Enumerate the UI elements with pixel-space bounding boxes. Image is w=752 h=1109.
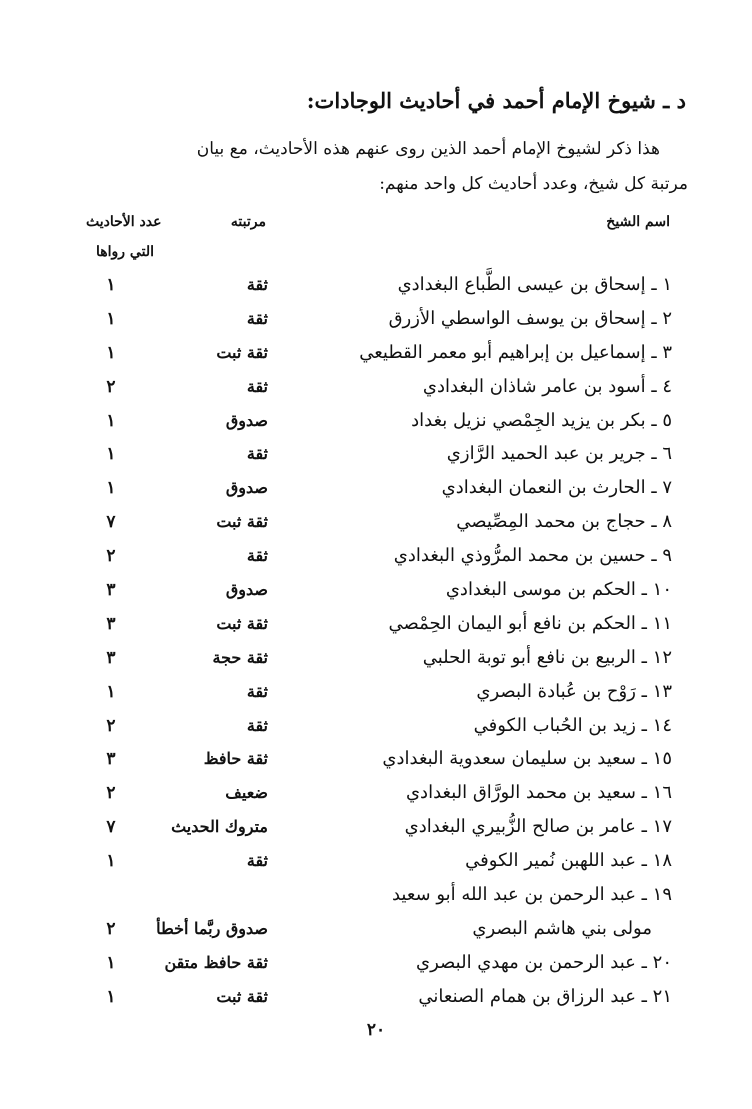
- narrator-name: ٢ ـ إسحاق بن يوسف الواسطي الأزرق: [388, 307, 672, 329]
- narrator-name: ١٩ ـ عبد الرحمن بن عبد الله أبو سعيد: [391, 884, 672, 906]
- column-header-count: عدد الأحاديث: [86, 214, 162, 230]
- hadith-count: ٢: [106, 546, 116, 567]
- hadith-count: ٧: [106, 512, 116, 533]
- narrator-name: ٧ ـ الحارث بن النعمان البغدادي: [441, 477, 672, 499]
- table-row: [0, 338, 752, 372]
- table-row: [0, 304, 752, 338]
- hadith-count: ٢: [106, 783, 116, 804]
- hadith-count: ٣: [106, 749, 116, 770]
- hadith-count: ٧: [106, 817, 116, 838]
- hadith-count: ١: [106, 308, 116, 329]
- table-row: [0, 541, 752, 575]
- page-number: ٢٠: [366, 1020, 386, 1040]
- hadith-count: ١: [106, 275, 116, 295]
- narrator-name: ١٦ ـ سعيد بن محمد الورَّاق البغدادي: [405, 782, 672, 804]
- hadith-count: ٣: [106, 613, 116, 634]
- table-row: [0, 643, 752, 677]
- hadith-count: ١: [106, 444, 116, 465]
- narrator-grade: ثقة ثبت: [216, 342, 268, 362]
- table-row: [0, 406, 752, 440]
- narrator-grade: صدوق: [225, 410, 268, 430]
- intro-paragraph: [58, 132, 688, 202]
- narrator-grade: ثقة: [246, 715, 268, 735]
- table-row: [0, 880, 752, 914]
- column-header-count-line2: التي رواها: [96, 244, 154, 260]
- narrator-grade: ثقة: [246, 681, 268, 701]
- narrator-grade: ضعيف: [225, 783, 268, 803]
- hadith-count: ١: [106, 342, 116, 363]
- narrator-name: ١٠ ـ الحكم بن موسى البغدادي: [445, 579, 672, 601]
- intro-line-1: هذا ذكر لشيوخ الإمام أحمد الذين روى عنهم هذه الأحاديث، مع بيان: [196, 139, 660, 159]
- table-row: [0, 914, 752, 948]
- table-row: [0, 744, 752, 778]
- hadith-count: ١: [106, 478, 116, 499]
- narrator-name: ١ ـ إسحاق بن عيسى الطَّباع البغدادي: [397, 274, 672, 295]
- narrator-name: ٢١ ـ عبد الرزاق بن همام الصنعاني: [418, 985, 672, 1007]
- table-row: [0, 677, 752, 711]
- hadith-count: ٣: [106, 647, 116, 668]
- column-header-name: اسم الشيخ: [606, 214, 670, 230]
- narrator-name: ١٤ ـ زيد بن الحُباب الكوفي: [473, 714, 672, 736]
- narrator-name: ٣ ـ إسماعيل بن إبراهيم أبو معمر القطيعي: [359, 341, 672, 363]
- narrator-grade: ثقة: [246, 444, 268, 464]
- narrator-grade: صدوق: [225, 478, 268, 498]
- narrator-name: ٩ ـ حسين بن محمد المرُّوذي البغدادي: [393, 545, 672, 567]
- table-row: [0, 507, 752, 541]
- hadith-count: ٣: [106, 580, 116, 601]
- narrator-name: ١١ ـ الحكم بن نافع أبو اليمان الحِمْصي: [388, 612, 672, 634]
- narrator-grade: متروك الحديث: [171, 817, 268, 837]
- narrators-table: [0, 270, 752, 1016]
- hadith-count: ١: [106, 410, 116, 431]
- narrator-name: ١٢ ـ الربيع بن نافع أبو توبة الحلبي: [422, 646, 672, 668]
- hadith-count: ٢: [106, 918, 116, 939]
- narrator-grade: صدوق: [225, 580, 268, 600]
- table-row: [0, 473, 752, 507]
- narrator-grade: ثقة ثبت: [216, 512, 268, 532]
- narrator-name: ١٣ ـ رَوْح بن عُبادة البصري: [476, 680, 672, 702]
- narrator-grade: ثقة: [246, 851, 268, 871]
- narrator-name: ٥ ـ بكر بن يزيد الجِمْصي نزيل بغداد: [411, 409, 672, 431]
- narrator-grade: ثقة ثبت: [216, 986, 268, 1006]
- narrator-name: مولى بني هاشم البصري: [472, 917, 652, 939]
- hadith-count: ٢: [106, 715, 116, 736]
- narrator-grade: ثقة: [246, 546, 268, 566]
- narrator-name: ٨ ـ حجاج بن محمد المِصِّيصي: [456, 511, 672, 533]
- narrator-name: ١٨ ـ عبد اللهبن نُمير الكوفي: [465, 850, 672, 872]
- hadith-count: ١: [106, 851, 116, 872]
- table-row: [0, 812, 752, 846]
- hadith-count: ١: [106, 986, 116, 1007]
- narrator-grade: ثقة حافظ متقن: [164, 952, 268, 972]
- narrator-grade: ثقة حجة: [212, 647, 268, 667]
- narrator-name: ٢٠ ـ عبد الرحمن بن مهدي البصري: [416, 951, 672, 973]
- table-row: [0, 575, 752, 609]
- hadith-count: ١: [106, 681, 116, 702]
- narrator-name: ٤ ـ أسود بن عامر شاذان البغدادي: [422, 375, 672, 397]
- section-heading: د ـ شيوخ الإمام أحمد في أحاديث الوجادات:: [306, 88, 686, 113]
- hadith-count: ١: [106, 952, 116, 973]
- table-row: [0, 778, 752, 812]
- narrator-grade: ثقة حافظ: [203, 749, 268, 769]
- table-row: [0, 948, 752, 982]
- table-row: [0, 982, 752, 1016]
- narrator-grade: ثقة: [246, 308, 268, 328]
- narrator-name: ١٧ ـ عامر بن صالح الزُّبيري البغدادي: [404, 816, 672, 838]
- table-row: [0, 846, 752, 880]
- table-row: [0, 439, 752, 473]
- narrator-name: ١٥ ـ سعيد بن سليمان سعدوية البغدادي: [382, 748, 672, 770]
- table-row: [0, 372, 752, 406]
- intro-line-2: مرتبة كل شيخ، وعدد أحاديث كل واحد منهم:: [379, 174, 688, 194]
- table-row: [0, 711, 752, 745]
- table-row: [0, 609, 752, 643]
- table-row: [0, 270, 752, 304]
- narrator-grade: ثقة: [246, 376, 268, 396]
- narrator-grade: ثقة: [246, 275, 268, 294]
- hadith-count: ٢: [106, 376, 116, 397]
- narrator-grade: صدوق ربَّما أخطأ: [156, 918, 268, 938]
- narrator-grade: ثقة ثبت: [216, 613, 268, 633]
- column-header-grade: مرتبته: [230, 214, 266, 230]
- narrator-name: ٦ ـ جرير بن عبد الحميد الرَّازي: [446, 443, 672, 465]
